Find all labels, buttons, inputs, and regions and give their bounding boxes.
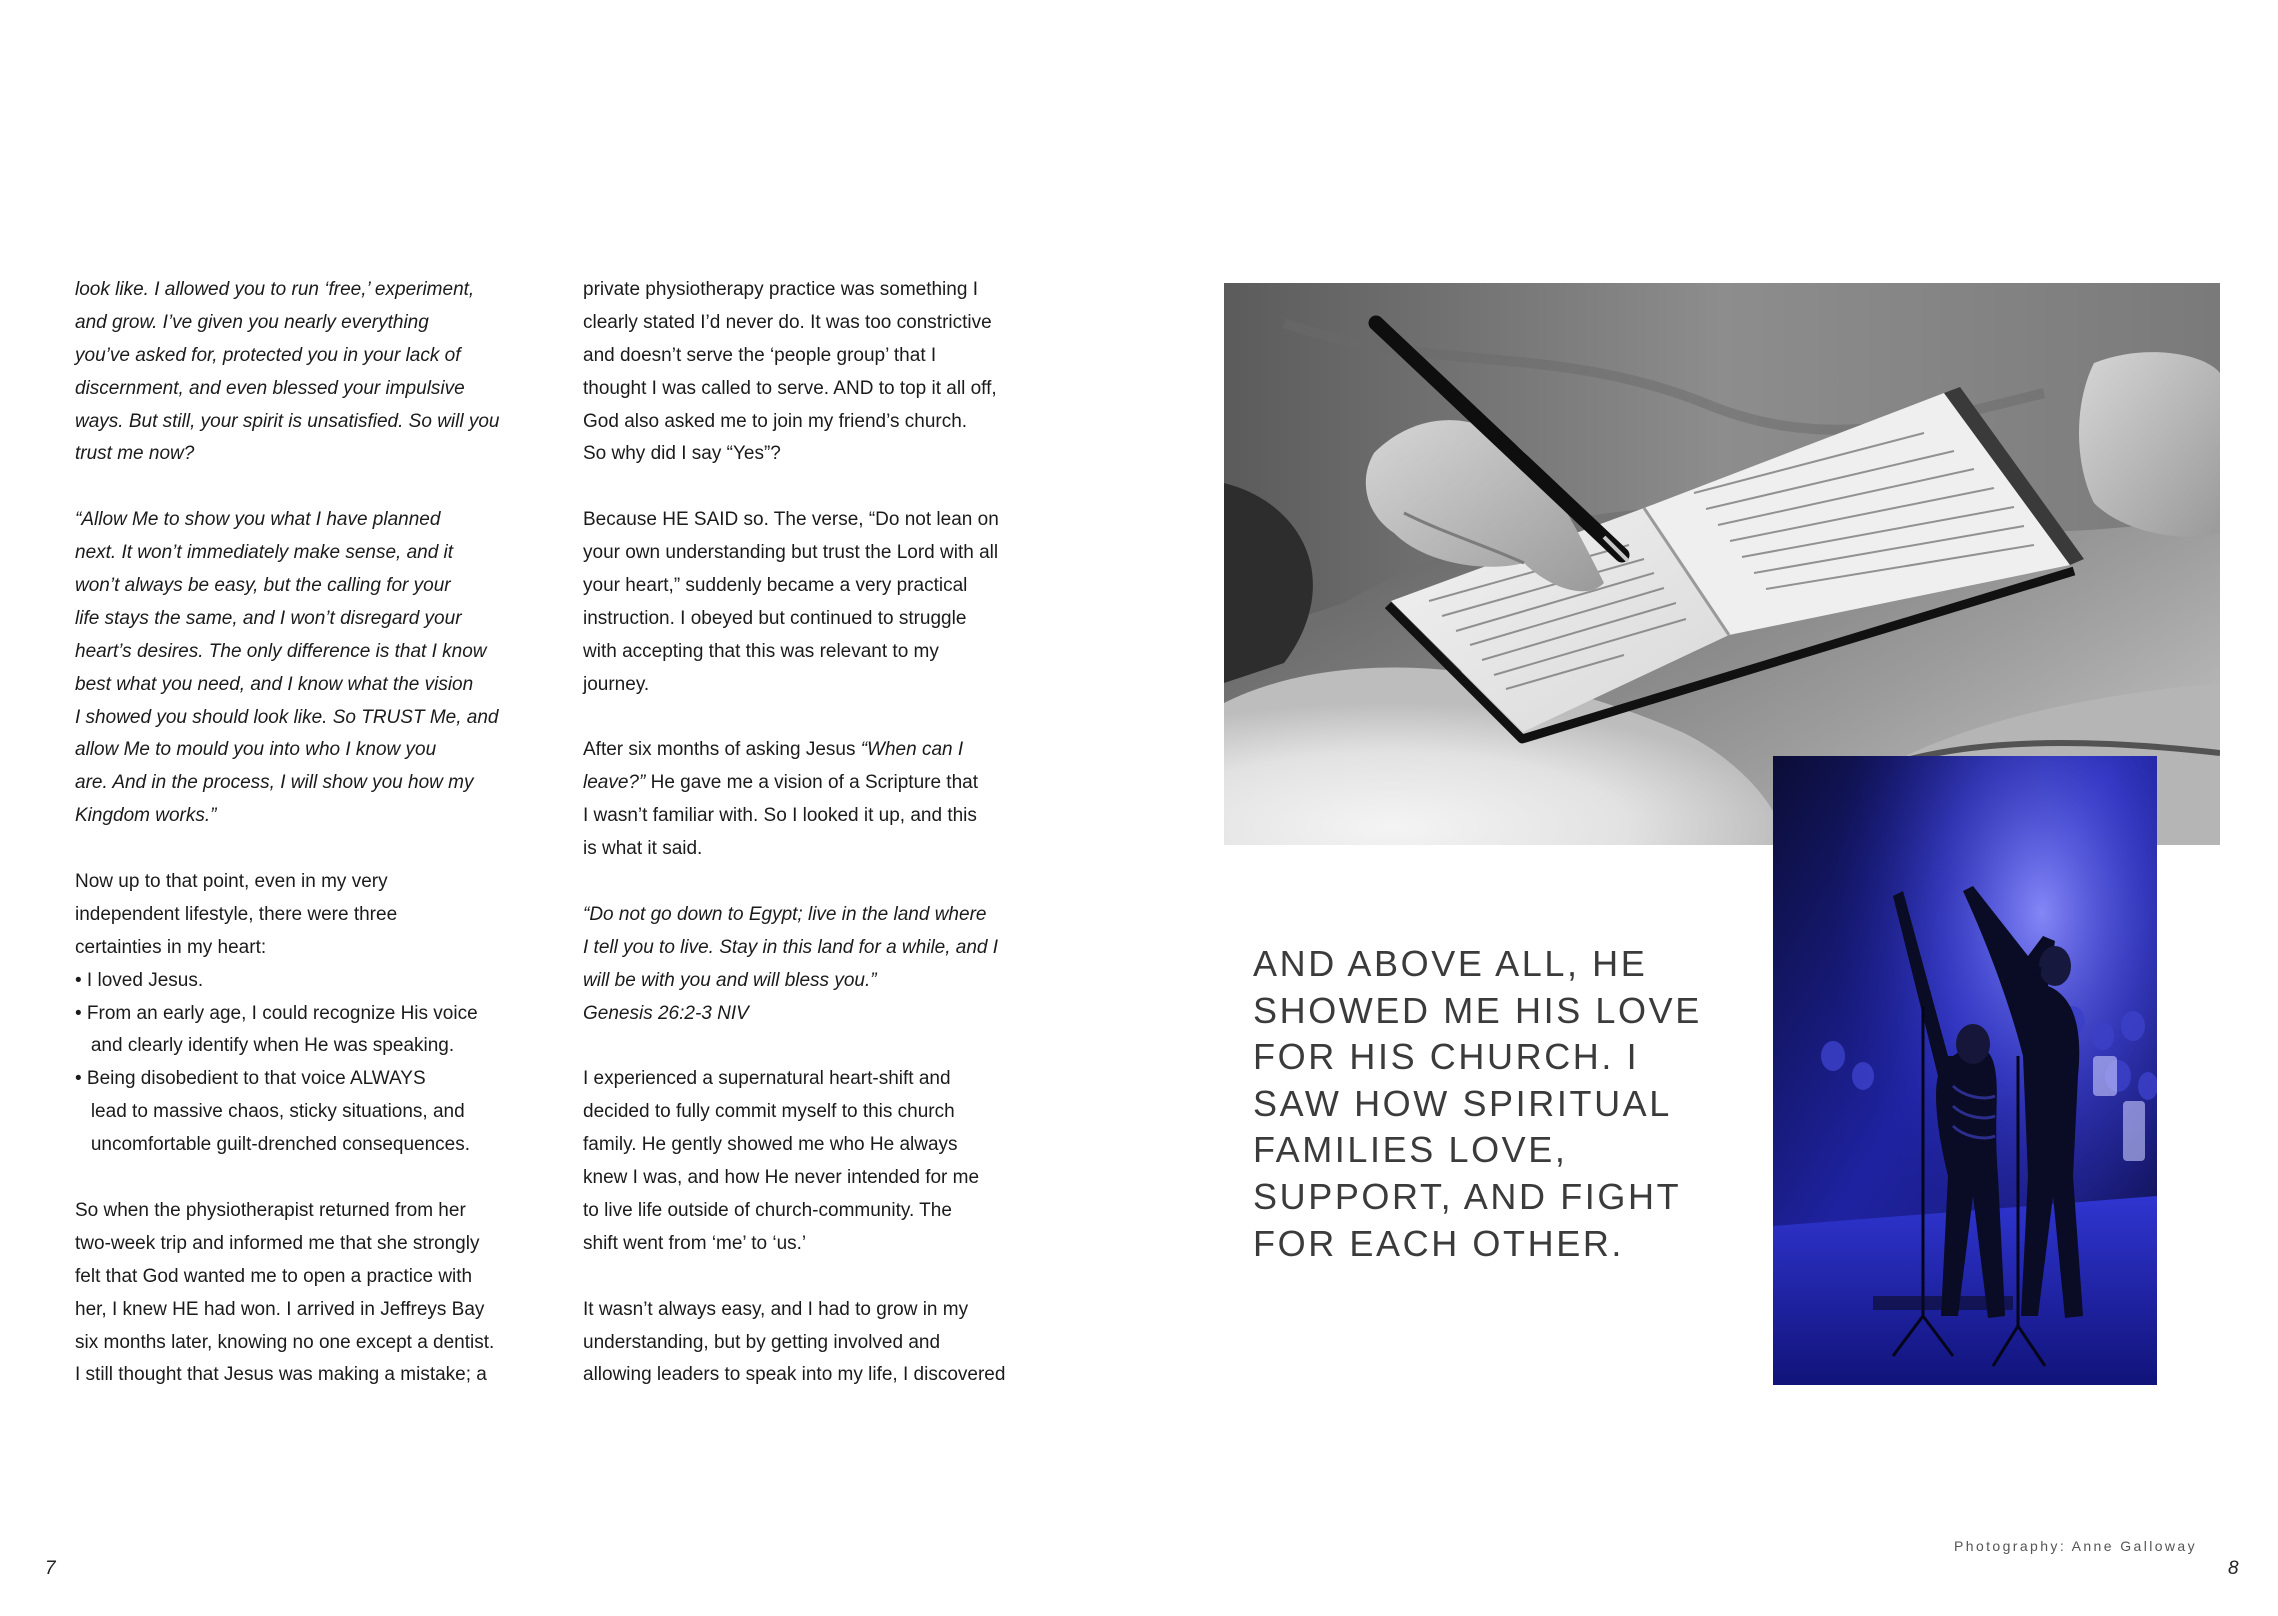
text-line [583, 373, 1083, 406]
article-column-left [75, 274, 565, 1392]
text-line [75, 636, 565, 669]
text-line [75, 603, 565, 636]
worship-concert-photo [1773, 756, 2157, 1385]
text-segment: After six months of asking Jesus [583, 739, 861, 761]
pull-quote-line: AND ABOVE ALL, HE [1253, 943, 1648, 984]
blank-line [583, 1030, 1083, 1063]
text-segment: • Being disobedient to that voice ALWAYS [75, 1068, 426, 1090]
text-segment: will be with you and will bless you.” [583, 969, 877, 991]
text-segment: So why did I say “Yes”? [583, 443, 781, 465]
text-line [75, 1195, 565, 1228]
text-segment: six months later, knowing no one except a dentist. [75, 1331, 495, 1353]
text-segment: are. And in the process, I will show you how my [75, 772, 474, 794]
text-segment: you’ve asked for, protected you in your lack of [75, 344, 461, 366]
page-number-right: 8 [2228, 1558, 2239, 1579]
text-line [583, 734, 1083, 767]
blank-line [583, 866, 1083, 899]
text-segment: instruction. I obeyed but continued to struggle [583, 607, 967, 629]
text-line [583, 965, 1083, 998]
text-line [583, 274, 1083, 307]
text-segment: Genesis 26:2-3 NIV [583, 1002, 749, 1024]
text-line [75, 1096, 565, 1129]
text-line [75, 307, 565, 340]
text-segment: life stays the same, and I won’t disregard your [75, 607, 462, 629]
text-segment: I still thought that Jesus was making a mistake; a [75, 1364, 487, 1386]
text-line [75, 570, 565, 603]
text-segment: family. He gently showed me who He always [583, 1134, 958, 1156]
text-line [583, 1359, 1083, 1392]
text-segment: her, I knew HE had won. I arrived in Jeffreys Bay [75, 1298, 485, 1320]
text-segment: and clearly identify when He was speaking. [75, 1035, 455, 1057]
text-segment: heart’s desires. The only difference is that I know [75, 640, 487, 662]
text-line [583, 669, 1083, 702]
text-line [75, 998, 565, 1031]
text-segment: Kingdom works.” [75, 805, 217, 827]
text-segment: “Allow Me to show you what I have planned [75, 509, 441, 531]
text-line [583, 537, 1083, 570]
blank-line [583, 1261, 1083, 1294]
text-segment: knew I was, and how He never intended for me [583, 1167, 980, 1189]
text-line [583, 1063, 1083, 1096]
text-segment: leave?” [583, 772, 646, 794]
text-line [75, 1359, 565, 1392]
text-segment: So when the physiotherapist returned from her [75, 1199, 466, 1221]
text-segment: journey. [583, 673, 650, 695]
text-segment: I experienced a supernatural heart-shift and [583, 1068, 951, 1090]
text-segment: private physiotherapy practice was something I [583, 279, 978, 300]
text-line [75, 406, 565, 439]
text-line [583, 636, 1083, 669]
text-segment: next. It won’t immediately make sense, and it [75, 542, 454, 564]
text-line [583, 438, 1083, 471]
text-line [75, 734, 565, 767]
text-line [583, 899, 1083, 932]
page-number-left: 7 [45, 1558, 56, 1579]
text-line [583, 406, 1083, 439]
text-line [75, 1228, 565, 1261]
text-segment: • I loved Jesus. [75, 969, 204, 991]
text-segment: independent lifestyle, there were three [75, 903, 398, 925]
text-line [75, 504, 565, 537]
pull-quote-line: FOR HIS CHURCH. I [1253, 1036, 1640, 1078]
text-segment: is what it said. [583, 838, 703, 860]
text-line [75, 1063, 565, 1096]
text-line [583, 1162, 1083, 1195]
text-segment: I showed you should look like. So TRUST Me, and [75, 706, 499, 728]
text-line [75, 438, 565, 471]
blank-line [75, 833, 565, 866]
text-segment: It wasn’t always easy, and I had to grow in my [583, 1298, 969, 1320]
text-segment: won’t always be easy, but the calling for your [75, 575, 451, 597]
text-line [75, 932, 565, 965]
text-line [75, 1261, 565, 1294]
text-segment: understanding, but by getting involved and [583, 1331, 941, 1353]
text-line [75, 965, 565, 998]
text-line [75, 1294, 565, 1327]
pull-quote-line: SUPPORT, AND FIGHT [1253, 1175, 1682, 1217]
text-segment: God also asked me to join my friend’s church. [583, 410, 968, 432]
text-segment: decided to fully commit myself to this church [583, 1101, 955, 1123]
text-line [583, 932, 1083, 965]
text-line [75, 1327, 565, 1360]
text-line [75, 537, 565, 570]
pull-quote-line: FAMILIES LOVE, [1253, 1129, 1568, 1171]
text-segment: uncomfortable guilt-drenched consequences. [75, 1134, 471, 1156]
text-segment: look like. I allowed you to run ‘free,’ experiment, [75, 279, 475, 300]
text-segment: thought I was called to serve. AND to top it all off, [583, 377, 997, 399]
text-segment: He gave me a vision of a Scripture that [645, 772, 978, 794]
text-segment: your own understanding but trust the Lord with all [583, 542, 999, 564]
text-line [583, 1228, 1083, 1261]
text-line [583, 1294, 1083, 1327]
text-line [75, 866, 565, 899]
text-segment: trust me now? [75, 443, 195, 465]
text-segment: Because HE SAID so. The verse, “Do not lean on [583, 509, 999, 531]
text-line [75, 373, 565, 406]
text-segment: ways. But still, your spirit is unsatisfied. So will you [75, 410, 500, 432]
text-line [583, 767, 1083, 800]
text-line [75, 1129, 565, 1162]
text-segment: “Do not go down to Egypt; live in the land where [583, 903, 987, 925]
text-segment: certainties in my heart: [75, 936, 267, 958]
blank-line [75, 1162, 565, 1195]
text-line [75, 669, 565, 702]
text-line [583, 1096, 1083, 1129]
text-line [75, 767, 565, 800]
text-segment: allowing leaders to speak into my life, I discovered [583, 1364, 1006, 1386]
text-line [583, 340, 1083, 373]
text-segment: your heart,” suddenly became a very practical [583, 575, 968, 597]
text-segment: clearly stated I’d never do. It was too constrictive [583, 311, 992, 333]
text-segment: felt that God wanted me to open a practice with [75, 1265, 473, 1287]
photo-credit: Photography: Anne Galloway [1954, 1538, 2197, 1554]
text-line [583, 570, 1083, 603]
text-segment: shift went from ‘me’ to ‘us.’ [583, 1232, 807, 1254]
text-line [583, 833, 1083, 866]
pull-quote [1253, 941, 1763, 1267]
text-segment: allow Me to mould you into who I know you [75, 739, 437, 761]
text-segment: I tell you to live. Stay in this land for a while, and I [583, 936, 999, 958]
text-line [583, 603, 1083, 636]
text-line [583, 307, 1083, 340]
text-segment: • From an early age, I could recognize His voice [75, 1002, 478, 1024]
text-segment: “When can I [860, 739, 964, 761]
blank-line [583, 702, 1083, 735]
text-line [583, 800, 1083, 833]
text-line [75, 899, 565, 932]
text-line [75, 800, 565, 833]
text-segment: with accepting that this was relevant to my [583, 640, 939, 662]
text-line [75, 274, 565, 307]
text-line [583, 504, 1083, 537]
article-column-right [583, 274, 1083, 1392]
text-segment: best what you need, and I know what the vision [75, 673, 474, 695]
text-line [583, 998, 1083, 1031]
text-line [583, 1195, 1083, 1228]
pull-quote-line: FOR EACH OTHER. [1253, 1222, 1625, 1264]
text-segment: discernment, and even blessed your impulsive [75, 377, 465, 399]
pull-quote-line: SHOWED ME HIS LOVE [1253, 989, 1702, 1031]
pull-quote-line: SAW HOW SPIRITUAL [1253, 1082, 1672, 1124]
text-segment: Now up to that point, even in my very [75, 871, 388, 893]
text-line [75, 1030, 565, 1063]
text-segment: and grow. I’ve given you nearly everything [75, 311, 429, 333]
text-segment: I wasn’t familiar with. So I looked it up, and this [583, 805, 977, 827]
blank-line [583, 471, 1083, 504]
blank-line [75, 471, 565, 504]
text-line [583, 1327, 1083, 1360]
text-line [75, 340, 565, 373]
text-line [75, 702, 565, 735]
text-segment: to live life outside of church-community. The [583, 1199, 952, 1221]
text-line [583, 1129, 1083, 1162]
text-segment: two-week trip and informed me that she strongly [75, 1232, 480, 1254]
text-segment: and doesn’t serve the ‘people group’ that I [583, 344, 937, 366]
text-segment: lead to massive chaos, sticky situations, and [75, 1101, 465, 1123]
